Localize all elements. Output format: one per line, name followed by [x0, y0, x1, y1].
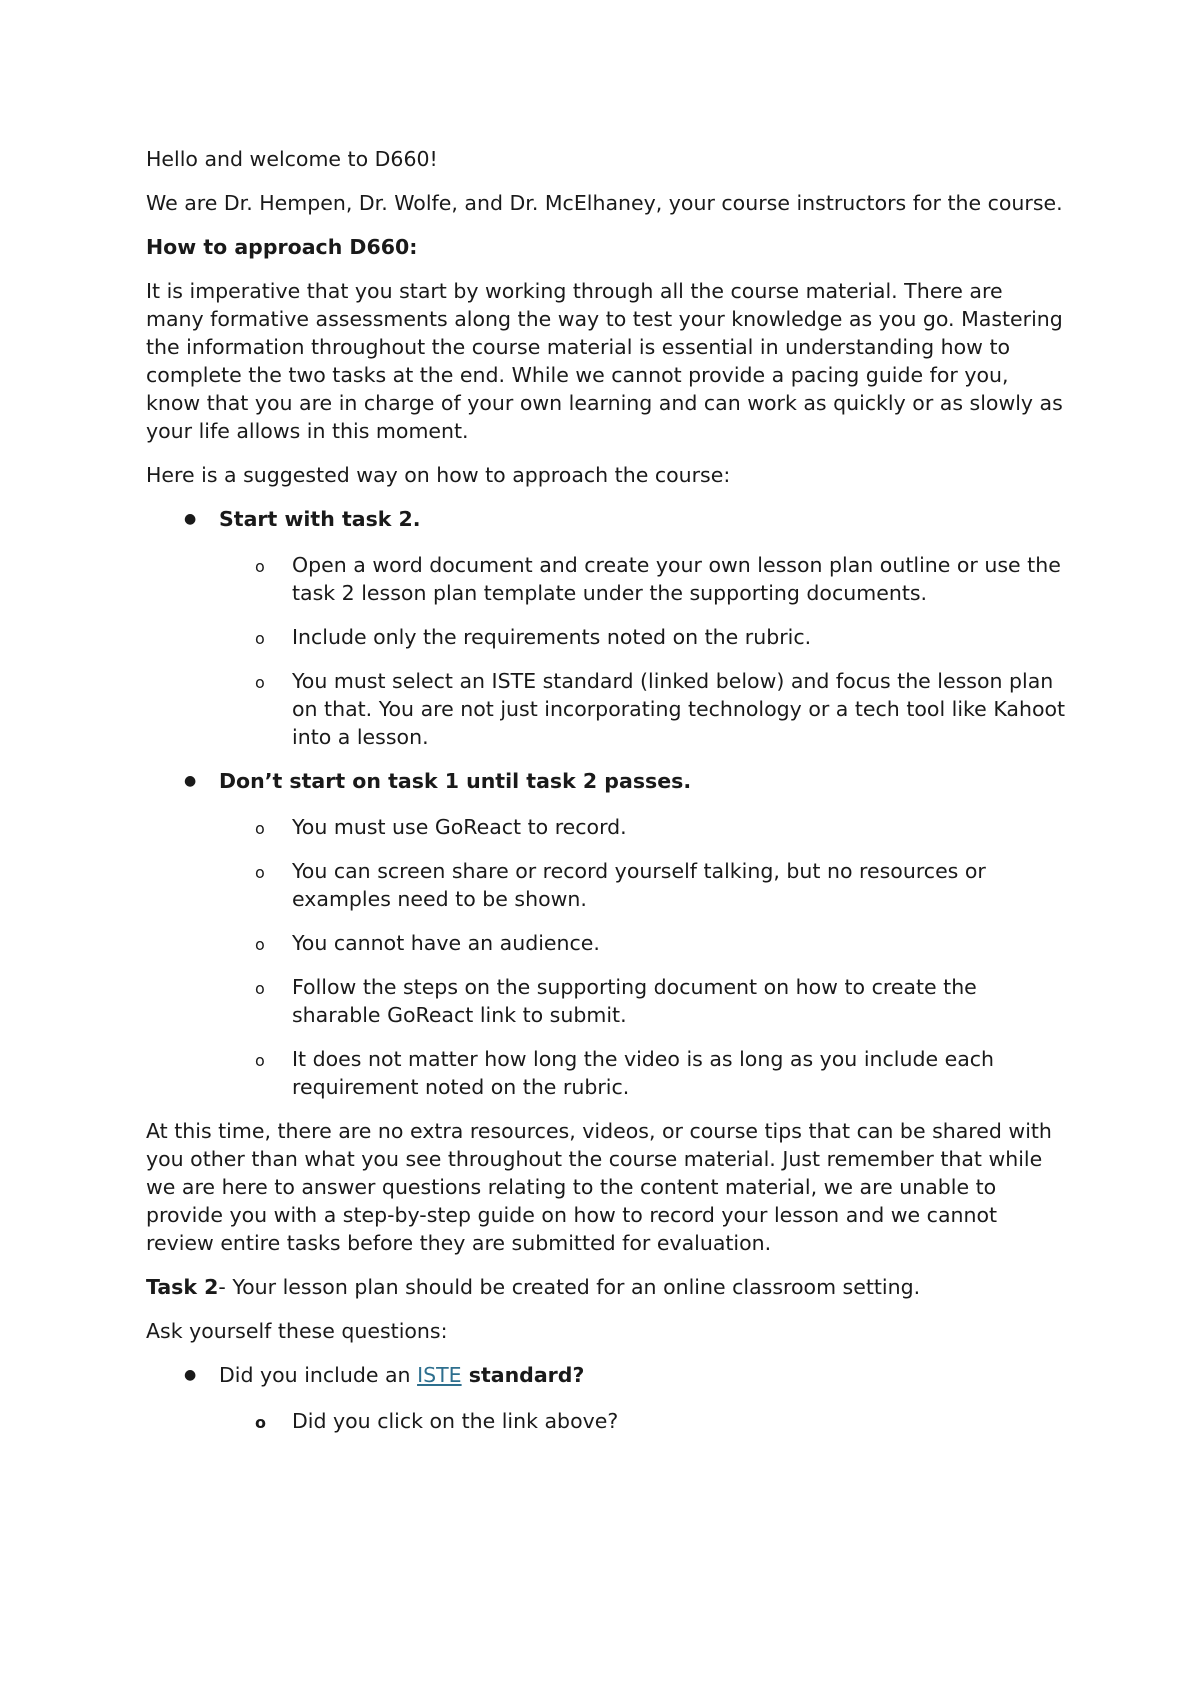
list-item	[219, 813, 1066, 841]
list-item	[219, 857, 1066, 913]
circle-bullet-icon: o	[255, 673, 265, 692]
approach-heading: How to approach D660:	[146, 235, 418, 259]
sub-item-text: It does not matter how long the video is as long as you include each requirement noted on the rubric.	[292, 1047, 995, 1099]
bullet-icon: ●	[184, 511, 197, 527]
sub-item-text: You can screen share or record yourself talking, but no resources or examples need to be shown.	[292, 859, 986, 911]
suggested-paragraph: Here is a suggested way on how to approach the course:	[146, 463, 731, 487]
questions-list	[146, 1361, 1066, 1435]
sub-item-text: You must select an ISTE standard (linked below) and focus the lesson plan on that. You are not just incorporating technology or a tech tool like Kahoot into a lesson.	[292, 669, 1066, 749]
sub-item-text: You cannot have an audience.	[292, 931, 600, 955]
iste-link[interactable]: ISTE	[417, 1363, 462, 1387]
list-item	[219, 1407, 1066, 1435]
list-item	[146, 1361, 1066, 1435]
step-title: Don’t start on task 1 until task 2 passes.	[219, 769, 692, 793]
sub-item-text: Follow the steps on the supporting document on how to create the sharable GoReact link to submit.	[292, 975, 977, 1027]
list-item	[219, 1045, 1066, 1101]
greeting: Hello and welcome to D660!	[146, 147, 438, 171]
sub-item-text: Did you click on the link above?	[292, 1409, 619, 1433]
circle-bullet-icon: o	[255, 557, 265, 576]
questions-intro: Ask yourself these questions:	[146, 1319, 448, 1343]
document-page	[146, 145, 1066, 1451]
list-item	[219, 551, 1066, 607]
question-prefix: Did you include an	[219, 1363, 418, 1387]
task2-text: - Your lesson plan should be created for an online classroom setting.	[218, 1275, 921, 1299]
list-item	[219, 623, 1066, 651]
circle-bullet-icon: o	[255, 863, 265, 882]
sub-list	[219, 1407, 1066, 1435]
circle-bullet-icon: o	[255, 629, 265, 648]
task2-label: Task 2	[146, 1275, 219, 1299]
list-item	[219, 973, 1066, 1029]
note-paragraph: At this time, there are no extra resources, videos, or course tips that can be shared with you other than what you see throughout the course material. Just remember that while we are here to answer questions relating to the content material, we are unable to provide you with a step-by-step guide on how to record your lesson and we cannot review entire tasks before they are submitted for evaluation.	[146, 1119, 1052, 1255]
bullet-icon: ●	[184, 1367, 197, 1383]
step-title: Start with task 2.	[219, 507, 421, 531]
question-suffix: standard?	[461, 1363, 585, 1387]
sub-list	[219, 551, 1066, 751]
steps-list	[146, 505, 1066, 1101]
bullet-icon: ●	[184, 773, 197, 789]
approach-paragraph: It is imperative that you start by working through all the course material. There are many formative assessments along the way to test your knowledge as you go. Mastering the information throughout the course material is essential in understanding how to complete the two tasks at the end. While we cannot provide a pacing guide for you, know that you are in charge of your own learning and can work as quickly or as slowly as your life allows in this moment.	[146, 279, 1063, 443]
list-item	[219, 667, 1066, 751]
circle-bullet-icon: o	[255, 1051, 265, 1070]
circle-bullet-icon: o	[255, 1413, 266, 1432]
circle-bullet-icon: o	[255, 935, 265, 954]
sub-item-text: Open a word document and create your own lesson plan outline or use the task 2 lesson plan template under the supporting documents.	[292, 553, 1061, 605]
sub-item-text: Include only the requirements noted on the rubric.	[292, 625, 812, 649]
list-item	[146, 505, 1066, 751]
list-item	[146, 767, 1066, 1101]
task2-paragraph	[146, 1273, 1066, 1301]
sub-item-text: You must use GoReact to record.	[292, 815, 627, 839]
list-item	[219, 929, 1066, 957]
sub-list	[219, 813, 1066, 1101]
circle-bullet-icon: o	[255, 979, 265, 998]
instructors-paragraph: We are Dr. Hempen, Dr. Wolfe, and Dr. McElhaney, your course instructors for the course.	[146, 191, 1063, 215]
circle-bullet-icon: o	[255, 819, 265, 838]
